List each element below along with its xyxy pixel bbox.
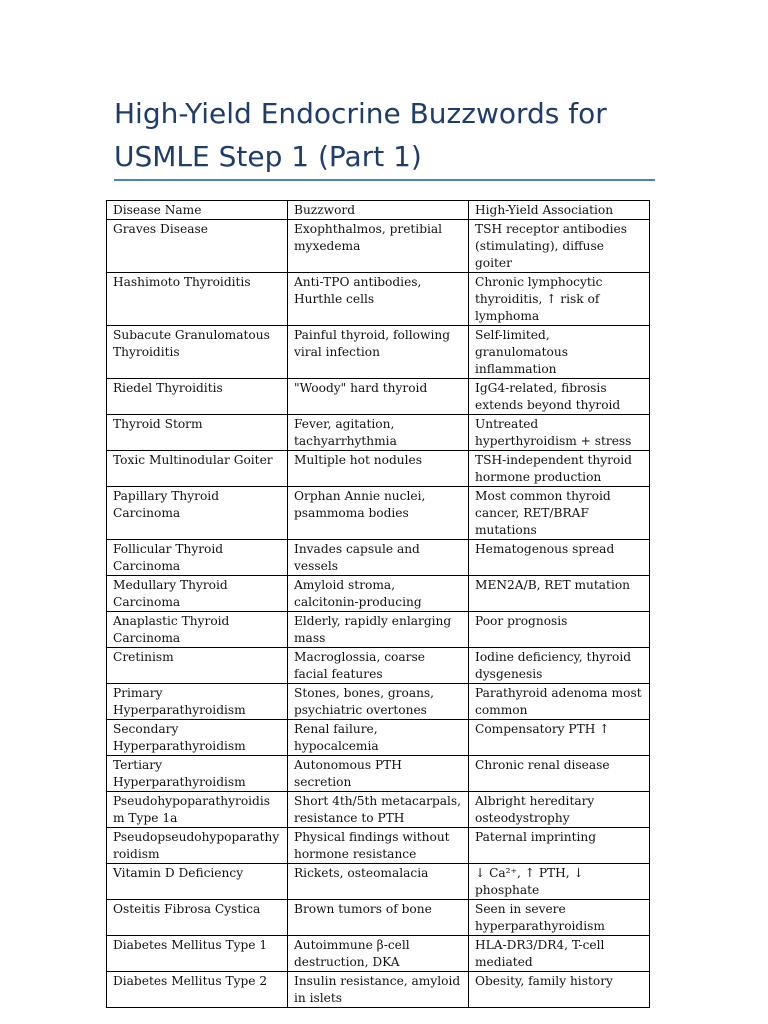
association-cell: Compensatory PTH ↑ xyxy=(469,720,650,756)
table-row xyxy=(107,220,650,273)
disease-name-cell: Riedel Thyroiditis xyxy=(107,379,288,415)
buzzword-cell: Autoimmune β-cell destruction, DKA xyxy=(288,936,469,972)
association-cell: Paternal imprinting xyxy=(469,828,650,864)
association-cell: Chronic renal disease xyxy=(469,756,650,792)
buzzword-cell: Autonomous PTH secretion xyxy=(288,756,469,792)
buzzword-cell: Invades capsule and vessels xyxy=(288,540,469,576)
buzzwords-table xyxy=(106,200,650,1008)
buzzword-cell: Painful thyroid, following viral infection xyxy=(288,326,469,379)
table-header-row xyxy=(107,201,650,220)
table-row xyxy=(107,864,650,900)
title-underline xyxy=(114,179,655,181)
disease-name-cell: Graves Disease xyxy=(107,220,288,273)
table-row xyxy=(107,487,650,540)
disease-name-cell: Medullary Thyroid Carcinoma xyxy=(107,576,288,612)
table-row xyxy=(107,792,650,828)
disease-name-cell: Pseudopseudohypoparathyroidism xyxy=(107,828,288,864)
association-cell: Seen in severe hyperparathyroidism xyxy=(469,900,650,936)
buzzword-cell: Renal failure, hypocalcemia xyxy=(288,720,469,756)
buzzword-cell: Physical findings without hormone resistance xyxy=(288,828,469,864)
association-cell: Most common thyroid cancer, RET/BRAF mutations xyxy=(469,487,650,540)
disease-name-cell: Papillary Thyroid Carcinoma xyxy=(107,487,288,540)
association-cell: Hematogenous spread xyxy=(469,540,650,576)
table-body xyxy=(107,201,650,1008)
association-cell: Parathyroid adenoma most common xyxy=(469,684,650,720)
association-cell: Iodine deficiency, thyroid dysgenesis xyxy=(469,648,650,684)
buzzword-cell: Exophthalmos, pretibial myxedema xyxy=(288,220,469,273)
association-cell: Poor prognosis xyxy=(469,612,650,648)
buzzword-cell: Macroglossia, coarse facial features xyxy=(288,648,469,684)
disease-name-cell: Vitamin D Deficiency xyxy=(107,864,288,900)
buzzword-cell: Multiple hot nodules xyxy=(288,451,469,487)
disease-name-cell: Thyroid Storm xyxy=(107,415,288,451)
table-row xyxy=(107,900,650,936)
table-row xyxy=(107,936,650,972)
disease-name-cell: Cretinism xyxy=(107,648,288,684)
table-row xyxy=(107,972,650,1008)
table-row xyxy=(107,326,650,379)
association-cell: Obesity, family history xyxy=(469,972,650,1008)
column-header-high-yield-association: High-Yield Association xyxy=(469,201,650,220)
table-row xyxy=(107,379,650,415)
buzzword-cell: Stones, bones, groans, psychiatric overtones xyxy=(288,684,469,720)
table-row xyxy=(107,720,650,756)
column-header-buzzword: Buzzword xyxy=(288,201,469,220)
association-cell: Chronic lymphocytic thyroiditis, ↑ risk of lymphoma xyxy=(469,273,650,326)
disease-name-cell: Toxic Multinodular Goiter xyxy=(107,451,288,487)
association-cell: Untreated hyperthyroidism + stress xyxy=(469,415,650,451)
table-row xyxy=(107,415,650,451)
table-row xyxy=(107,540,650,576)
table-row xyxy=(107,756,650,792)
buzzword-cell: Insulin resistance, amyloid in islets xyxy=(288,972,469,1008)
disease-name-cell: Pseudohypoparathyroidism Type 1a xyxy=(107,792,288,828)
table-row xyxy=(107,451,650,487)
association-cell: HLA-DR3/DR4, T-cell mediated xyxy=(469,936,650,972)
table-row xyxy=(107,576,650,612)
association-cell: Albright hereditary osteodystrophy xyxy=(469,792,650,828)
buzzword-cell: Elderly, rapidly enlarging mass xyxy=(288,612,469,648)
disease-name-cell: Osteitis Fibrosa Cystica xyxy=(107,900,288,936)
disease-name-cell: Diabetes Mellitus Type 2 xyxy=(107,972,288,1008)
buzzword-cell: Anti-TPO antibodies, Hurthle cells xyxy=(288,273,469,326)
disease-name-cell: Follicular Thyroid Carcinoma xyxy=(107,540,288,576)
association-cell: Self-limited, granulomatous inflammation xyxy=(469,326,650,379)
table-row xyxy=(107,828,650,864)
buzzword-cell: Brown tumors of bone xyxy=(288,900,469,936)
association-cell: MEN2A/B, RET mutation xyxy=(469,576,650,612)
table-row xyxy=(107,648,650,684)
disease-name-cell: Tertiary Hyperparathyroidism xyxy=(107,756,288,792)
buzzword-cell: Amyloid stroma, calcitonin-producing xyxy=(288,576,469,612)
document-title: High-Yield Endocrine Buzzwords for USMLE Step 1 (Part 1) xyxy=(114,97,607,173)
buzzword-cell: Short 4th/5th metacarpals, resistance to PTH xyxy=(288,792,469,828)
association-cell: TSH receptor antibodies (stimulating), diffuse goiter xyxy=(469,220,650,273)
table-row xyxy=(107,273,650,326)
buzzword-cell: Orphan Annie nuclei, psammoma bodies xyxy=(288,487,469,540)
association-cell: ↓ Ca²⁺, ↑ PTH, ↓ phosphate xyxy=(469,864,650,900)
disease-name-cell: Diabetes Mellitus Type 1 xyxy=(107,936,288,972)
disease-name-cell: Subacute Granulomatous Thyroiditis xyxy=(107,326,288,379)
buzzword-cell: Rickets, osteomalacia xyxy=(288,864,469,900)
association-cell: TSH-independent thyroid hormone production xyxy=(469,451,650,487)
disease-name-cell: Primary Hyperparathyroidism xyxy=(107,684,288,720)
column-header-disease-name: Disease Name xyxy=(107,201,288,220)
buzzword-cell: "Woody" hard thyroid xyxy=(288,379,469,415)
disease-name-cell: Anaplastic Thyroid Carcinoma xyxy=(107,612,288,648)
table-row xyxy=(107,612,650,648)
disease-name-cell: Secondary Hyperparathyroidism xyxy=(107,720,288,756)
association-cell: IgG4-related, fibrosis extends beyond thyroid xyxy=(469,379,650,415)
table-row xyxy=(107,684,650,720)
buzzword-cell: Fever, agitation, tachyarrhythmia xyxy=(288,415,469,451)
disease-name-cell: Hashimoto Thyroiditis xyxy=(107,273,288,326)
